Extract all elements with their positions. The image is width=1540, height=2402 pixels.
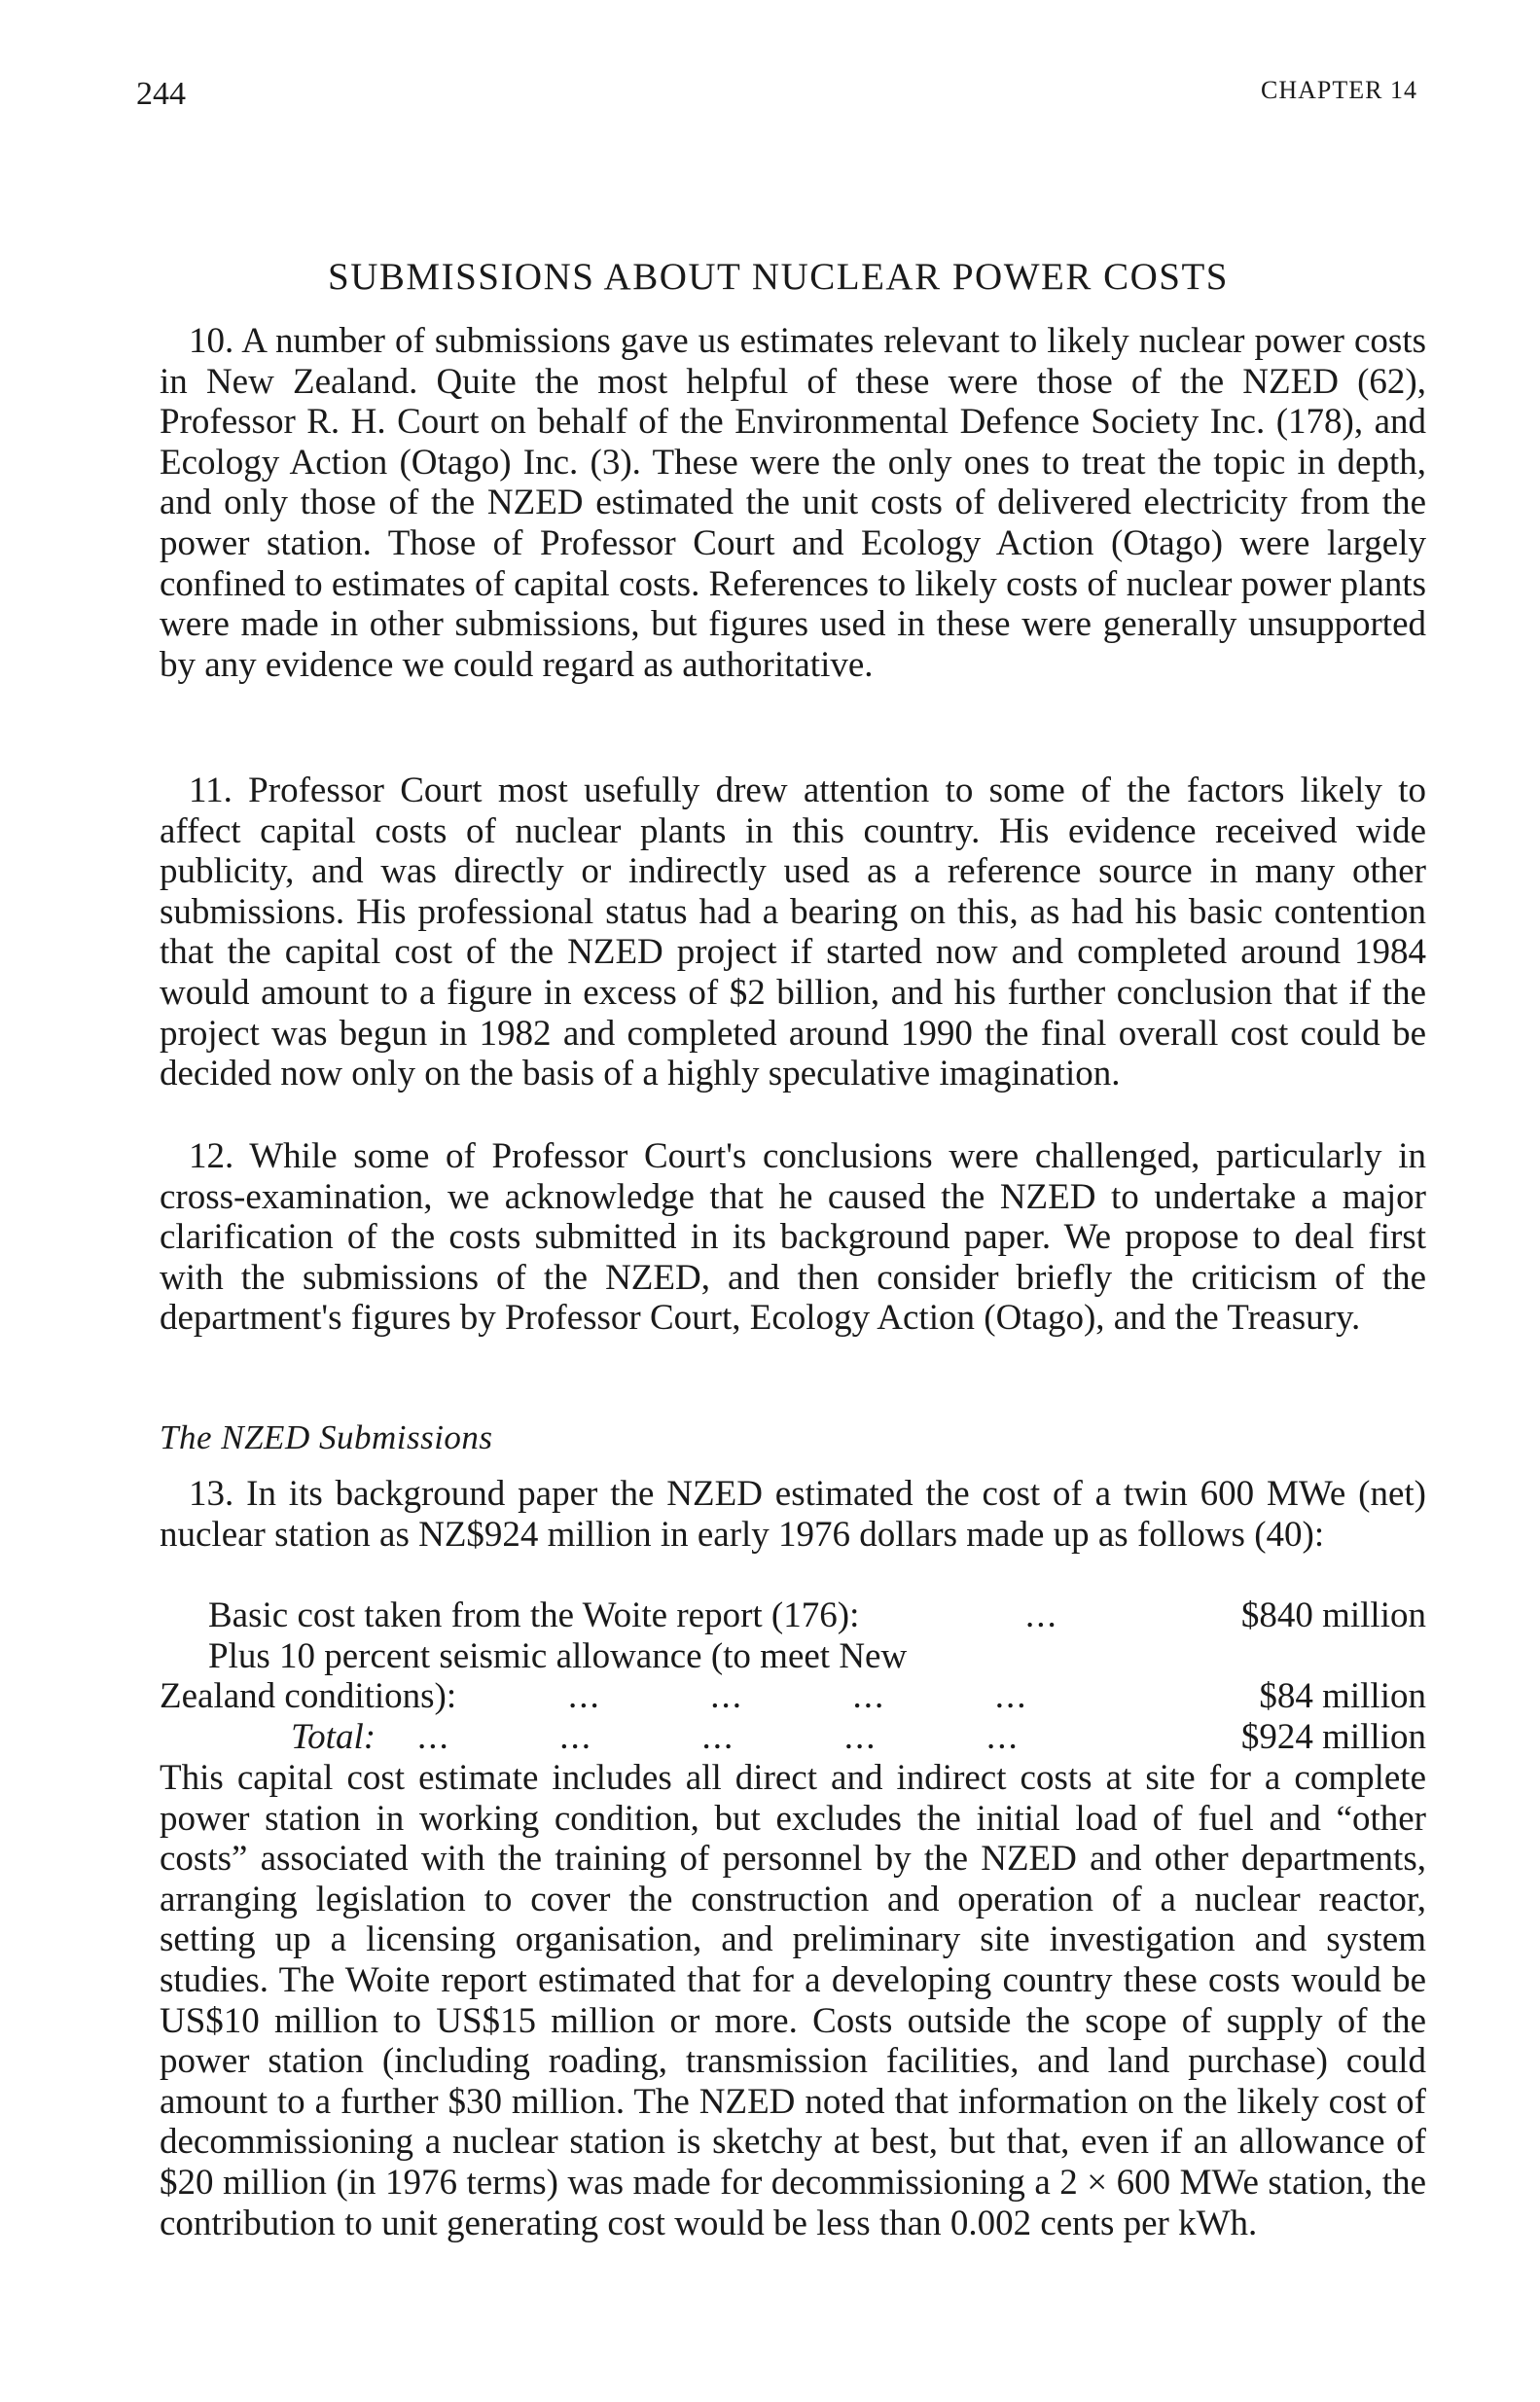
- cost-amount: $924 million: [1240, 1716, 1426, 1757]
- leader-dots: ... ... ... ... ...: [417, 1716, 1020, 1757]
- cost-row-seismic-line2: [160, 1676, 1426, 1717]
- paragraph-11: [160, 771, 1426, 1094]
- cost-row-total: [160, 1717, 1426, 1758]
- chapter-label: CHAPTER 14: [1261, 76, 1417, 104]
- paragraph-14: [160, 1758, 1426, 2243]
- paragraph-12: [160, 1136, 1426, 1339]
- subsection-heading: The NZED Submissions: [160, 1418, 493, 1456]
- paragraph-text: 12. While some of Professor Court's conclusions were challenged, particularly in cross-examination, we acknowledge that he caused the NZED to undertake a major clarification of the costs submitted in its background paper. We propose to deal first with the submissions of the NZED, and then consider briefly the criticism of the department's figures by Professor Court, Ecology Action (Otago), and the Treasury.: [160, 1136, 1426, 1339]
- cost-amount: $840 million: [1240, 1595, 1426, 1635]
- cost-breakdown-table: [160, 1595, 1426, 1757]
- paragraph-10: [160, 321, 1426, 685]
- cost-label: Total:: [291, 1716, 376, 1757]
- cost-row-basic: [160, 1595, 1426, 1636]
- cost-amount: $84 million: [1259, 1676, 1426, 1717]
- cost-label: Zealand conditions):: [160, 1676, 457, 1717]
- page-number: 244: [136, 76, 186, 112]
- leader-dots: ...: [1025, 1595, 1058, 1635]
- paragraph-text: 11. Professor Court most usefully drew attention to some of the factors likely to affect capital costs of nuclear plants in this country. His evidence received wide publicity, and was directly or indirectly used as a reference source in many other submissions. His professional status had a bearing on this, as had his basic contention that the capital cost of the NZED project if started now and completed around 1984 would amount to a figure in excess of $2 billion, and his further conclusion that if the project was begun in 1982 and completed around 1990 the final overall cost could be decided now only on the basis of a highly speculative imagination.: [160, 771, 1426, 1094]
- section-heading: SUBMISSIONS ABOUT NUCLEAR POWER COSTS: [328, 256, 1229, 298]
- paragraph-13: [160, 1474, 1426, 1555]
- paragraph-text: This capital cost estimate includes all direct and indirect costs at site for a complete power station in working condition, but excludes the initial load of fuel and “other costs” associated with the training of personnel by the NZED and other departments, arranging legislation to cover the construction and operation of a nuclear reactor, setting up a licensing organisation, and preliminary site investigation and system studies. The Woite report estimated that for a developing country these costs would be US$10 million to US$15 million or more. Costs outside the scope of supply of the power station (including roading, transmission facilities, and land purchase) could amount to a further $30 million. The NZED noted that information on the likely cost of decommissioning a nuclear station is sketchy at best, but that, even if an allowance of $20 million (in 1976 terms) was made for decommissioning a 2 × 600 MWe station, the contribution to unit generating cost would be less than 0.002 cents per kWh.: [160, 1758, 1426, 2243]
- cost-label: Plus 10 percent seismic allowance (to meet New: [208, 1635, 908, 1676]
- leader-dots: ... ... ... ...: [568, 1676, 1028, 1717]
- paragraph-text: 10. A number of submissions gave us estimates relevant to likely nuclear power costs in New Zealand. Quite the most helpful of these were those of the NZED (62), Professor R. H. Court on behalf of the Environmental Defence Society Inc. (178), and Ecology Action (Otago) Inc. (3). These were the only ones to treat the topic in depth, and only those of the NZED estimated the unit costs of delivered electricity from the power station. Those of Professor Court and Ecology Action (Otago) were largely confined to estimates of capital costs. References to likely costs of nuclear power plants were made in other submissions, but figures used in these were generally unsupported by any evidence we could regard as authoritative.: [160, 321, 1426, 685]
- cost-row-seismic-line1: [160, 1636, 1426, 1677]
- paragraph-text: 13. In its background paper the NZED estimated the cost of a twin 600 MWe (net) nuclear station as NZ$924 million in early 1976 dollars made up as follows (40):: [160, 1474, 1426, 1555]
- cost-label: Basic cost taken from the Woite report (176):: [208, 1595, 860, 1635]
